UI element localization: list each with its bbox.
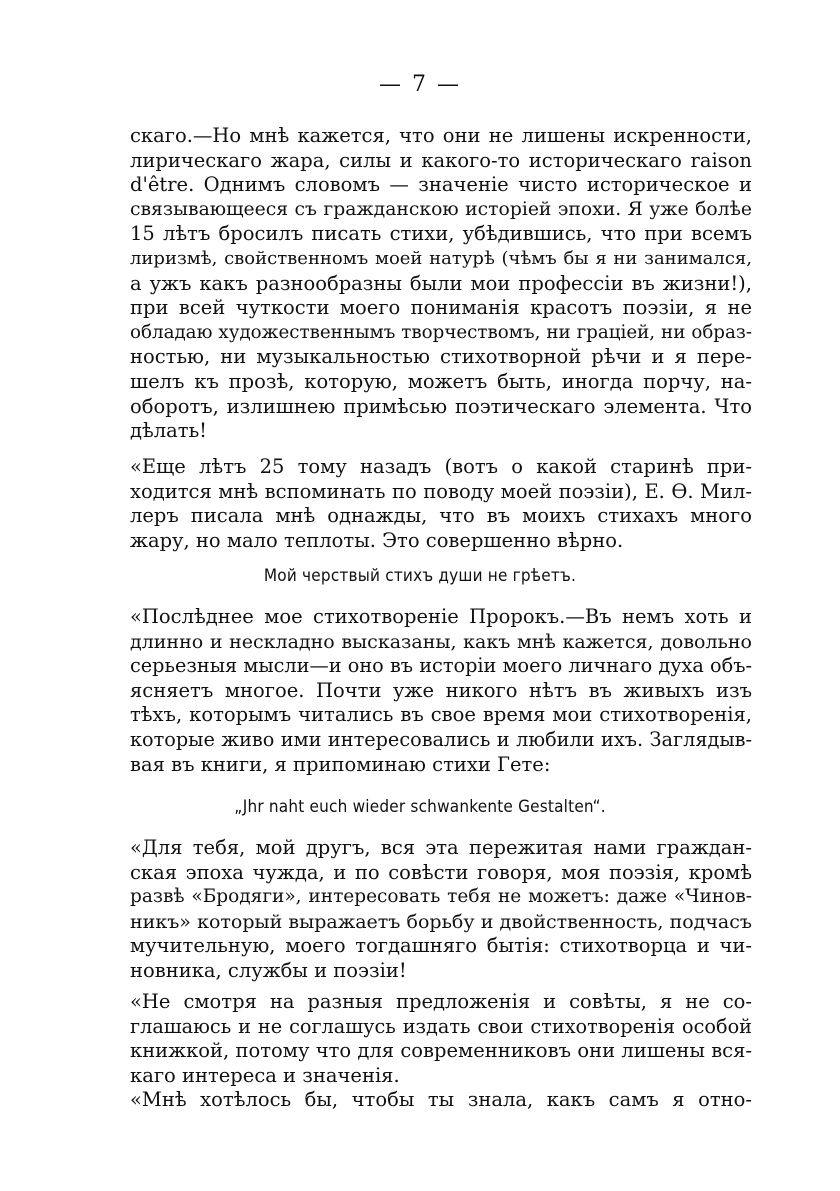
paragraph-5 [130,990,752,1088]
text-line: ясняетъ многое. Почти уже никого нѣтъ въ живыхъ изъ [130,678,752,702]
text-line: d'être. Однимъ словомъ — значеніе чисто историческое и [130,173,752,197]
text-line: мучительную, моего тогдашняго бытія: стихотворца и чи- [130,934,752,958]
text-line: лиризмѣ, свойственномъ моей натурѣ (чѣмъ бы я ни занимался, [130,247,752,269]
goethe-quote: „Jhr naht euch wieder schwankente Gestalten“. [234,797,606,817]
text-line: обладаю художественнымъ творчествомъ, ни граціей, ни образ- [130,321,752,343]
text-line: «Не смотря на разныя предложенія и совѣты, я не со- [130,990,752,1013]
paragraph-1 [130,124,752,444]
paragraph-2 [130,455,752,553]
text-line: каго интереса и значенія. [130,1063,400,1087]
text-line: глашаюсь и не соглашусь издать свои стихотворенія особой [130,1014,752,1038]
text-line: развѣ «Бродяги», интересовать тебя не можетъ: даже «Чинов- [130,886,752,908]
text-line: ская эпоха чужда, и по совѣсти говоря, моя поэзія, кромѣ [130,860,752,884]
text-line: «Послѣднее мое стихотвореніе Пророкъ.—Въ немъ хоть и [130,605,752,628]
text-line: шелъ къ прозѣ, которую, можетъ быть, иногда порчу, на- [130,369,752,393]
text-line: никъ» который выражаетъ борьбу и двойственность, подчасъ [130,910,752,933]
text-line: а ужъ какъ разнообразны были мои профессіи въ жизни!), [130,271,752,295]
text-line: дѣлать! [130,419,208,443]
text-line: при всей чуткости моего пониманія красотъ поэзіи, я не [130,296,752,320]
text-line: длинно и нескладно высказаны, какъ мнѣ кажется, довольно [130,630,752,653]
paragraph-4 [130,836,752,984]
text-line: «Для тебя, мой другъ, вся эта пережитая нами граждан- [130,836,752,859]
text-line: оборотъ, излишнею примѣсью поэтическаго элемента. Что [130,394,752,418]
text-line: вая въ книги, я припоминаю стихи Гете: [130,752,551,776]
text-line: которые живо ими интересовались и любили ихъ. Заглядыв- [130,727,752,751]
text-line: ходится мнѣ вспоминать по поводу моей поэзіи), Е. Ѳ. Мил- [130,479,752,503]
text-line: тѣхъ, которымъ читались въ свое время мои стихотворенія, [130,703,752,727]
text-line: связывающееся съ гражданскою исторіей эпохи. Я уже болѣе [130,198,752,220]
text-line: «Мнѣ хотѣлось бы, чтобы ты знала, какъ самъ я отно- [130,1088,752,1111]
text-line: «Еще лѣтъ 25 тому назадъ (вотъ о какой старинѣ при- [130,455,752,478]
text-line: книжкой, потому что для современниковъ они лишены вся- [130,1039,752,1063]
text-line: скаго.—Но мнѣ кажется, что они не лишены искренности, [130,124,752,147]
page-number: — 7 — [379,72,461,97]
paragraph-6 [130,1088,752,1113]
text-line: новника, службы и поэзіи! [130,958,407,982]
text-line: ностью, ни музыкальностью стихотворной рѣчи и я пере- [130,345,752,369]
epigraph-verse-line: Мой черствый стихъ души не грѣетъ. [263,566,577,586]
paragraph-3 [130,605,752,777]
text-line: 15 лѣтъ бросилъ писать стихи, убѣдившись, что при всемъ [130,222,752,246]
text-line: серьезныя мысли—и оно въ исторіи моего личнаго духа объ- [130,654,752,678]
text-line: лирическаго жара, силы и какого-то историческаго raison [130,148,752,172]
text-line: леръ писала мнѣ однажды, что въ моихъ стихахъ много [130,504,752,528]
text-line: жару, но мало теплоты. Это совершенно вѣрно. [130,528,624,552]
